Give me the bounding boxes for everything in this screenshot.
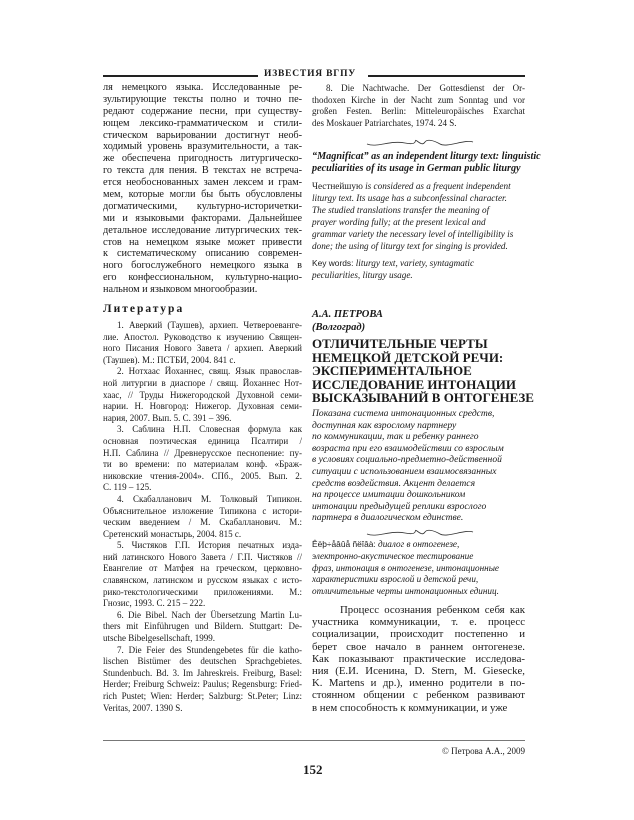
text-line: grammar variety the necessary level of intelligibility is	[312, 229, 514, 239]
footer-rule	[103, 740, 525, 741]
text-line: Stundenbuch. Bd. 3. Im Jahreskreis. Freiburg, Basel:	[103, 667, 302, 678]
title-line: ОТЛИЧИТЕЛЬНЫЕ ЧЕРТЫ	[312, 336, 488, 351]
text-line: 2. Нотхаас Йоханнес, свящ. Язык православ-	[117, 366, 302, 377]
keywords-text: liturgy text, variety, syntagmatic	[353, 258, 475, 268]
text-line: отличительные черты интонационных единиц.	[312, 586, 499, 597]
literature-item	[103, 320, 302, 366]
text-line: на процессе имитации дошкольником	[312, 489, 466, 501]
literature-item	[103, 366, 302, 424]
text-line: ходимый уровень вразумительности, а так-	[103, 141, 302, 153]
literature-item	[103, 645, 302, 715]
text-line: ния (Е.И. Исенина, D. Stern, M. Giesecke,	[312, 664, 525, 677]
literature-item	[103, 540, 302, 610]
title-line: ИССЛЕДОВАНИЕ ИНТОНАЦИИ	[312, 376, 517, 392]
text-line: 1. Аверкий (Таушев), архиеп. Четвероеванге-	[117, 320, 302, 330]
header-rule-right	[368, 75, 525, 77]
text-line: мем, которые могли бы быть обусловлены	[103, 189, 302, 201]
text-line: С. 119 – 125.	[103, 482, 152, 493]
text-line: его конфессиональном, культурно-нацио-	[103, 272, 302, 284]
text-line: ется необоснованных замен лексем и грам-	[103, 177, 302, 189]
text-line: Показана система интонационных средств,	[312, 408, 495, 419]
title-line: НЕМЕЦКОЙ ДЕТСКОЙ РЕЧИ:	[312, 349, 504, 365]
keywords-text: диалог в онтогенезе,	[375, 539, 460, 549]
copyright: © Петрова А.А., 2009	[442, 746, 525, 756]
text-line: ля немецкого языка. Исследованные ре-	[103, 82, 302, 93]
text-line: des Moskauer Patriarchates, 1974. 24 S.	[312, 117, 457, 128]
text-line: ного Писания Нового Завета / архиеп. Аверкий	[103, 343, 302, 354]
ornament-divider-icon	[365, 136, 475, 148]
english-keywords	[312, 258, 525, 282]
text-line: 4. Скабалланович М. Толковый Типикон.	[117, 493, 302, 504]
article-title	[312, 336, 534, 405]
text-line: стов на немецком языке может привести	[103, 236, 302, 248]
text-line: thers mit Einführugen und Bildern. Stuttgart: De-	[103, 621, 302, 632]
text-line: по коммуникации, так и ребенку раннего	[312, 431, 479, 443]
text-line: догматическими, культурно-историчетки-	[103, 200, 302, 212]
right-body-text	[312, 604, 525, 714]
text-line: берет свое начало в раннем онтогенезе.	[312, 640, 525, 653]
english-title	[312, 151, 541, 175]
text-line: Veritas, 2007. 1390 S.	[103, 702, 183, 713]
text-line: Как показывают практические исследова-	[312, 652, 525, 665]
text-line: utsche Bibelgesellschaft, 1999.	[103, 633, 215, 644]
text-line: Сретенский монастырь, 2004. 815 с.	[103, 528, 242, 539]
text-line: Herder; Freiburg Schweiz: Paulus; Regensburg: Fried-	[103, 679, 302, 690]
literature-item	[103, 494, 302, 540]
text-line: 8. Die Nachtwache. Der Gottesdienst der Or-	[326, 83, 525, 93]
text-line: 7. Die Feier des Stundengebetes für die katho-	[117, 644, 302, 655]
literature-list	[103, 320, 302, 714]
text-line: в условиях социально-предметно-действенной	[312, 454, 502, 466]
text-line: зультирующие тексты полно и точно пе-	[103, 93, 302, 105]
text-line: средств воздействия. Акцент делается	[312, 477, 476, 489]
title-line: peculiarities of its usage in German public liturgy	[312, 163, 521, 174]
text-line: Объяснительное изложение Типикона с истори-	[103, 505, 302, 516]
text-line: ческим введением / М. Скабалланович. М.:	[103, 517, 302, 528]
text-line: ситуации с использованием взаимосвязанных	[312, 465, 497, 477]
text-line: редают содержание песни, при существу-	[103, 105, 302, 117]
text-line: нарии. Н. Новгород: Нижегор. Духовная семи-	[103, 401, 302, 412]
text-line: стоянном общении с ребенком развивают	[312, 689, 525, 702]
abstract-first-word: Честнейшую	[312, 181, 363, 191]
text-line: го текста для пения. В текстах не встреча-	[103, 165, 302, 177]
russian-keywords	[312, 539, 525, 598]
text-line: рико-текстологическими приложениями. М.:	[103, 586, 302, 597]
text-line: интонации предыдущей реплики взрослого	[312, 500, 487, 512]
text-line: 5. Чистяков Г.П. История печатных изда-	[117, 540, 302, 551]
title-line: ЭКСПЕРИМЕНТАЛЬНОЕ	[312, 363, 472, 378]
text-line: (Таушев). М.: ПСТБИ, 2004. 841 с.	[103, 354, 236, 365]
literature-item	[103, 610, 302, 645]
text-line: done; the using of liturgy text for singing is provided.	[312, 241, 508, 251]
text-line: thodoxen Kirche in der Nacht zum Sonntag und vor	[312, 94, 525, 105]
literature-heading: Литература	[103, 303, 185, 315]
author-city: (Волгоград)	[312, 322, 366, 333]
text-line: 6. Die Bibel. Nach der Übersetzung Martin Lu-	[117, 609, 302, 620]
abstract-first-line: is considered as a frequent independent	[362, 181, 511, 191]
page-number: 152	[303, 762, 323, 777]
text-line: нария, 2007. Вып. 5. С. 391 – 396.	[103, 412, 232, 423]
text-line: rich Pustet; Wien: Herder; Salzburg: St.Peter; Linz:	[103, 691, 302, 701]
text-line: ний латинского Нового Завета / Г.П. Чистяков //	[103, 551, 302, 562]
text-line: ного богослужебного немецкого языка в	[103, 260, 302, 272]
text-line: The studied translations transfer the meaning of	[312, 205, 490, 215]
text-line: Н.П. Саблина // Древнерусское песнопение: пу-	[103, 447, 302, 458]
text-line: стическом варьировании достигнут необ-	[103, 129, 302, 141]
text-line: ющем лексико-грамматическом и стили-	[103, 117, 302, 129]
text-line: возраста при его взаимодействии со взрослым	[312, 442, 504, 454]
text-line: же обеспечена пригодность литургическо-	[103, 153, 302, 165]
text-line: Процесс осознания ребенком себя как	[340, 604, 525, 616]
russian-abstract	[312, 408, 525, 524]
text-line: в нем способность к коммуникации, и уже	[312, 701, 508, 714]
literature-item	[103, 424, 302, 494]
keywords-label: Key words:	[312, 258, 354, 268]
text-line: 3. Саблина Н.П. Словесная формула как	[117, 424, 302, 435]
text-line: lischen Bistümer des deutschen Sprachgebietes.	[103, 656, 302, 667]
text-line: к систематическому описанию современ-	[103, 248, 302, 260]
text-line: детальное исследование литургических тек-	[103, 224, 302, 236]
text-line: Гнозис, 1993. С. 215 – 222.	[103, 598, 206, 609]
text-line: славянском, латинском и русском языках с исто-	[103, 575, 302, 586]
text-line: prayer wording fully; at the present lexical and	[312, 217, 486, 227]
text-line: социализации, происходит постепенно и	[312, 628, 525, 641]
text-line: фраз, интонация в онтогенезе, интонационные	[312, 562, 500, 573]
title-line: ВЫСКАЗЫВАНИЙ В ОНТОГЕНЕЗЕ	[312, 390, 534, 405]
ornament-divider-icon	[365, 526, 475, 538]
text-line: Евангелие от Матфея на греческом, церковно-	[103, 563, 302, 574]
left-body-text	[103, 82, 302, 296]
author-block	[312, 308, 525, 334]
text-line: großen Festen. Berlin: Mitteleuropäisches Exarchat	[312, 106, 525, 117]
english-abstract	[312, 180, 525, 252]
text-line: партнера в диалогическом единстве.	[312, 512, 464, 524]
text-line: лие. Апостол. Руководство к изучению Священ-	[103, 331, 302, 342]
text-line: никовские чтения-2004». СПб., 2005. Вып. 2.	[103, 470, 302, 481]
text-line: участника коммуникации, т. е. процесс	[312, 616, 525, 629]
author-name: А.А. ПЕТРОВА	[312, 309, 383, 320]
text-line: основная поэтическая единица Псалтири /	[103, 435, 302, 446]
journal-header: ИЗВЕСТИЯ ВГПУ	[264, 69, 357, 79]
text-line: хаас, // Труды Нижегородской Духовной семи-	[103, 389, 302, 400]
text-line: нальном и языковом многообразии.	[103, 284, 258, 296]
keywords-label: Êëþ÷åâûå ñëîâà:	[312, 539, 376, 549]
text-line: K. Martens и др.), именно родители в по-	[312, 677, 525, 690]
text-line: ной литургии в диаспоре / свящ. Йоханнес Нот-	[103, 377, 302, 388]
title-line: “Magnificat” as an independent liturgy text: linguistic	[312, 151, 541, 162]
text-line: характеристики взрослой и детской речи,	[312, 574, 479, 585]
text-line: доступная как взрослому партнеру	[312, 419, 457, 431]
keywords-text-2: peculiarities, liturgy usage.	[312, 269, 413, 280]
text-line: liturgy text. Its usage has a subconfessinal character.	[312, 193, 507, 203]
text-line: электронно-акустическое тестирование	[312, 550, 474, 561]
text-line: ти во времени: по материалам конф. «Браж-	[103, 459, 302, 470]
text-line: ми и языковыми факторами. Дальнейшее	[103, 212, 302, 224]
header-rule-left	[103, 75, 258, 77]
literature-item-8	[312, 83, 525, 129]
